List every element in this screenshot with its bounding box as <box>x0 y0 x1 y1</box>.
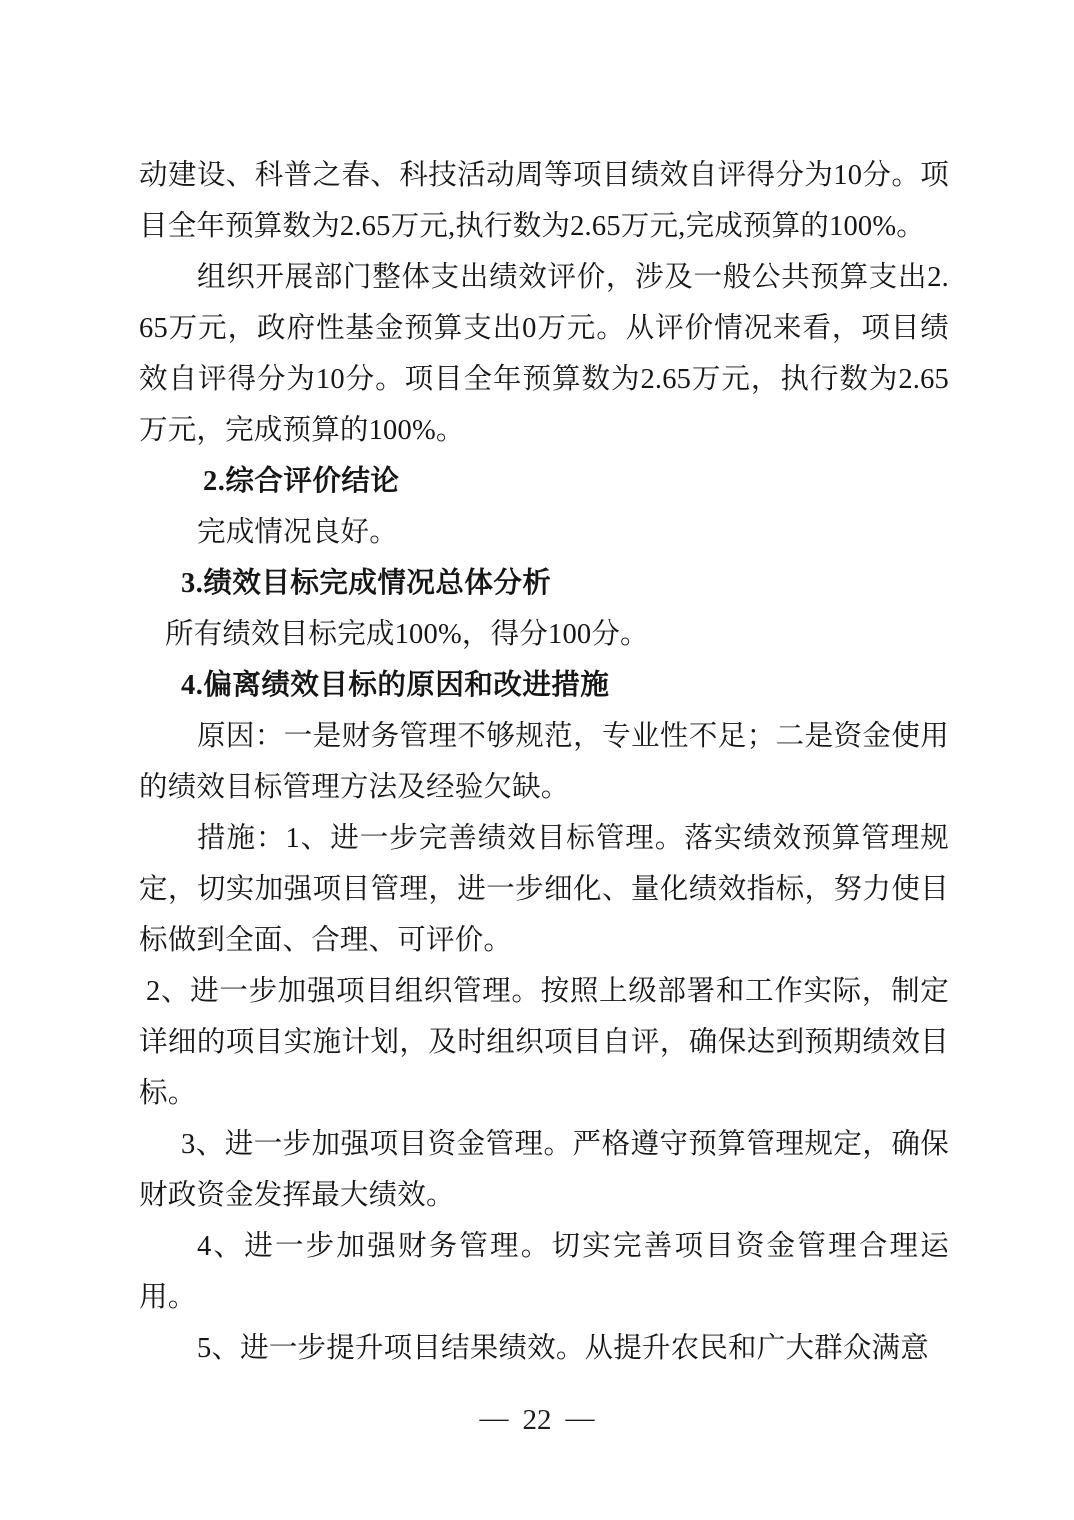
footer-right-dash: — <box>565 1402 595 1434</box>
section-heading-4: 4.偏离绩效目标的原因和改进措施 <box>181 670 610 701</box>
page-number: 22 <box>522 1404 552 1436</box>
paragraph-measure-5: 5、进一步提升项目结果绩效。从提升农民和广大群众满意 <box>197 1333 929 1364</box>
footer-left-dash: — <box>479 1402 509 1434</box>
document-body <box>139 150 949 1374</box>
paragraph: 组织开展部门整体支出绩效评价，涉及一般公共预算支出2.65万元，政府性基金预算支出0万元。从评价情况来看，项目绩效自评得分为10分。项目全年预算数为2.65万元，执行数为2.65万元，完成预算的100%。 <box>139 262 949 446</box>
paragraph-measure-4: 4、进一步加强财务管理。切实完善项目资金管理合理运用。 <box>139 1231 949 1313</box>
paragraph-measure-3: 3、进一步加强项目资金管理。严格遵守预算管理规定，确保财政资金发挥最大绩效。 <box>139 1129 949 1211</box>
paragraph-continuation: 动建设、科普之春、科技活动周等项目绩效自评得分为10分。项目全年预算数为2.65万元,执行数为2.65万元,完成预算的100%。 <box>139 160 949 242</box>
paragraph: 完成情况良好。 <box>197 517 398 548</box>
paragraph-measure-2: 2、进一步加强项目组织管理。按照上级部署和工作实际，制定详细的项目实施计划，及时组织项目自评，确保达到预期绩效目标。 <box>139 976 949 1109</box>
paragraph-measure-1: 措施：1、进一步完善绩效目标管理。落实绩效预算管理规定，切实加强项目管理，进一步细化、量化绩效指标，努力使目标做到全面、合理、可评价。 <box>139 823 949 956</box>
section-heading-3: 3.绩效目标完成情况总体分析 <box>181 568 552 599</box>
paragraph: 所有绩效目标完成100%，得分100分。 <box>165 619 649 650</box>
section-heading-2: 2.综合评价结论 <box>203 466 400 497</box>
paragraph-reasons: 原因：一是财务管理不够规范，专业性不足；二是资金使用的绩效目标管理方法及经验欠缺。 <box>139 721 949 803</box>
page-footer <box>0 1402 1074 1438</box>
